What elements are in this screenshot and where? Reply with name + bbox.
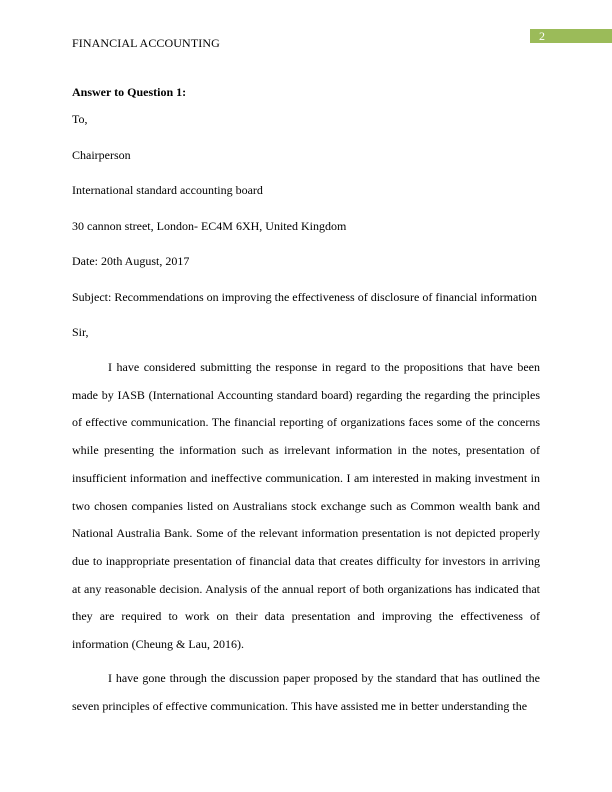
question-heading: Answer to Question 1: (72, 85, 187, 99)
body-paragraph-2: I have gone through the discussion paper proposed by the standard that has outlined the seven principles of effective communication. This have assisted me in better understanding the (72, 671, 540, 713)
running-head: FINANCIAL ACCOUNTING (72, 36, 220, 50)
recipient-organization: International standard accounting board (72, 183, 263, 197)
letter-greeting: Sir, (72, 325, 89, 339)
recipient-address: 30 cannon street, London- EC4M 6XH, United Kingdom (72, 219, 347, 233)
letter-date: Date: 20th August, 2017 (72, 254, 190, 268)
recipient-title: Chairperson (72, 148, 131, 162)
page-number-bar (530, 29, 612, 43)
letter-subject: Subject: Recommendations on improving the effectiveness of disclosure of financial information (72, 290, 537, 304)
page-number: 2 (539, 29, 545, 43)
body-paragraph-1: I have considered submitting the response in regard to the propositions that have been made by IASB (International Accounting standard board) regarding the regarding the principles of effective communication. The financial reporting of organizations faces some of the concerns while presenting the information such as irrelevant information in the notes, presentation of insufficient information and ineffective communication. I am interested in making investment in two chosen companies listed on Australians stock exchange such as Common wealth bank and National Australia Bank. Some of the relevant information presentation is not depicted properly due to inappropriate presentation of financial data that creates difficulty for investors in arriving at any reasonable decision. Analysis of the annual report of both organizations has indicated that they are required to work on their data presentation and improving the effectiveness of information (Cheung & Lau, 2016). (72, 360, 540, 652)
salutation-to: To, (72, 112, 88, 126)
